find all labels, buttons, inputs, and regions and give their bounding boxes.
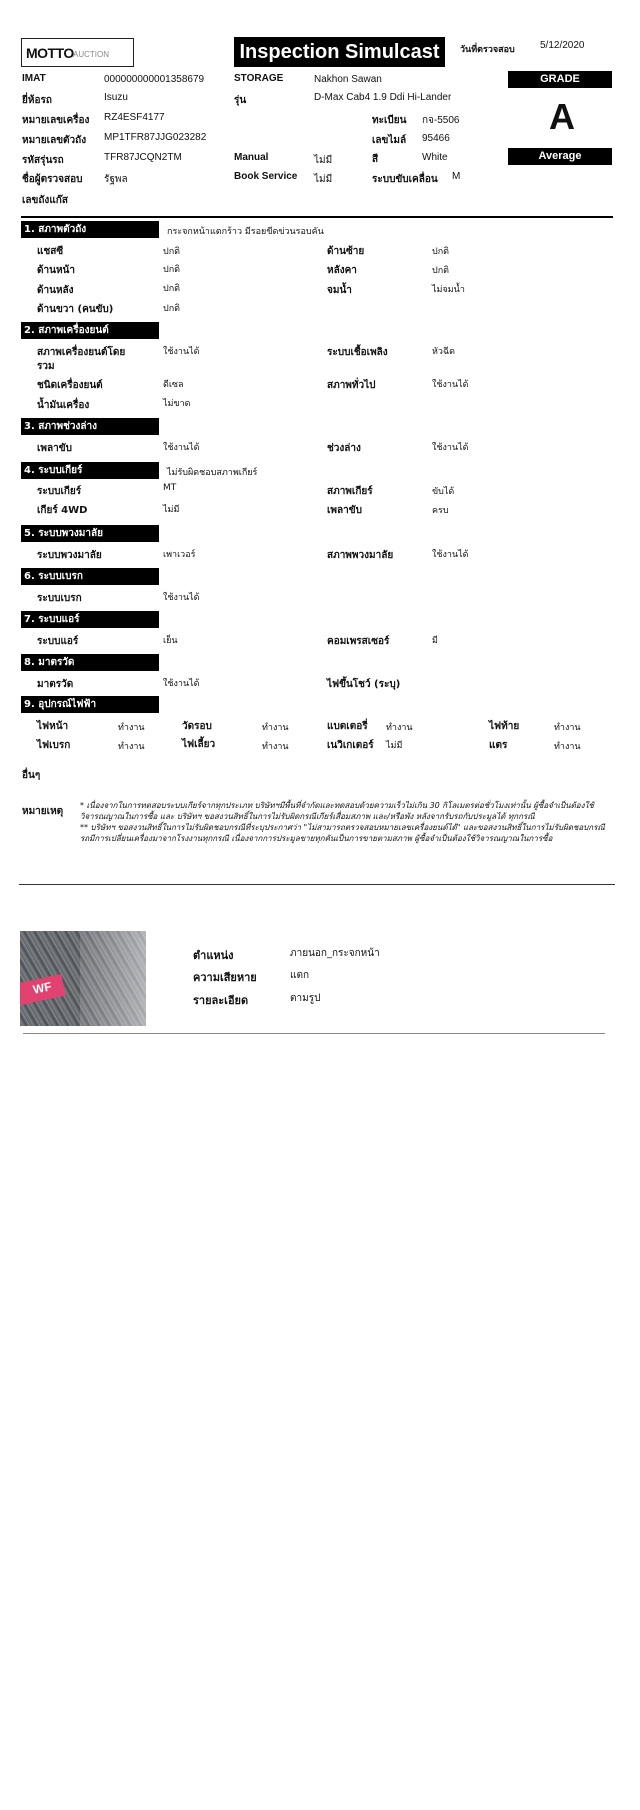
- body-note: กระจกหน้าแตกร้าว มีรอยขีดข่วนรอบคัน: [167, 227, 324, 237]
- body-item-value: ไม่จมน้ำ: [432, 285, 465, 295]
- gear-item-label: สภาพเกียร์: [327, 486, 373, 497]
- gear-note: ไม่รับผิดชอบสภาพเกียร์: [167, 468, 258, 478]
- steering-item-value: เพาเวอร์: [163, 550, 196, 560]
- gear-item-label: ระบบเกียร์: [37, 486, 82, 497]
- gear-item-label: เพลาขับ: [327, 505, 362, 516]
- body-item-label: แชสซี: [37, 246, 64, 257]
- imat-label: IMAT: [22, 73, 46, 84]
- engine-item-label-cont: รวม: [37, 361, 55, 372]
- section-air-title: 7. ระบบแอร์: [21, 611, 159, 628]
- body-item-label: ด้านหน้า: [37, 265, 75, 276]
- electric-item-label: วัดรอบ: [182, 721, 212, 732]
- under-item-value: ใช้งานได้: [163, 443, 200, 453]
- engine-number-value: RZ4ESF4177: [104, 112, 165, 123]
- steering-item-value: ใช้งานได้: [432, 550, 469, 560]
- storage-label: STORAGE: [234, 73, 284, 84]
- electric-item-label: ไฟท้าย: [489, 721, 520, 732]
- electric-item-value: ทำงาน: [118, 742, 145, 752]
- chassis-number-label: หมายเลขตัวถัง: [22, 135, 87, 146]
- inspection-date-label: วันที่ตรวจสอบ: [460, 45, 515, 55]
- gear-item-value: ขับได้: [432, 487, 455, 497]
- section-gauge-title: 8. มาตรวัด: [21, 654, 159, 671]
- section-brake-title: 6. ระบบเบรก: [21, 568, 159, 585]
- air-item-label: ระบบแอร์: [37, 636, 79, 647]
- section-electric-title: 9. อุปกรณ์ไฟฟ้า: [21, 696, 159, 713]
- engine-item-label: สภาพเครื่องยนต์โดย: [37, 347, 126, 358]
- drive-system-label: ระบบขับเคลื่อน: [372, 174, 438, 185]
- model-code-label: รหัสรุ่นรถ: [22, 155, 64, 166]
- damage-position-label: ตำแหน่ง: [193, 949, 234, 962]
- chassis-number-value: MP1TFR87JJG023282: [104, 132, 207, 143]
- grade-value: A: [549, 96, 575, 137]
- page-title: Inspection Simulcast: [234, 37, 445, 67]
- engine-item-label: ชนิดเครื่องยนต์: [37, 380, 103, 391]
- gauge-item-value: ใช้งานได้: [163, 679, 200, 689]
- grade-label: GRADE: [508, 71, 612, 88]
- page-divider: [19, 884, 615, 885]
- gas-tank-label: เลขถังแก๊ส: [22, 195, 68, 206]
- damage-type-value: แตก: [290, 970, 309, 981]
- electric-item-value: ทำงาน: [262, 742, 289, 752]
- electric-item-value: ทำงาน: [262, 723, 289, 733]
- storage-value: Nakhon Sawan: [314, 74, 382, 85]
- electric-item-label: แตร: [489, 740, 508, 751]
- damage-position-value: ภายนอก_กระจกหน้า: [290, 948, 380, 959]
- engine-item-value: ดีเซล: [163, 380, 184, 390]
- electric-item-label: ไฟเบรก: [37, 740, 71, 751]
- engine-item-label: น้ำมันเครื่อง: [37, 400, 90, 411]
- drive-system-value: M: [452, 171, 461, 182]
- header-divider: [21, 216, 613, 218]
- other-label: อื่นๆ: [22, 770, 41, 781]
- color-label: สี: [372, 154, 379, 165]
- electric-item-value: ไม่มี: [386, 741, 403, 751]
- electric-item-label: ไฟเลี้ยว: [182, 739, 216, 750]
- body-item-value: ปกติ: [432, 247, 450, 257]
- brand-label: ยี่ห้อรถ: [22, 95, 52, 106]
- damage-detail-label: รายละเอียด: [193, 994, 249, 1007]
- electric-item-value: ทำงาน: [386, 723, 413, 733]
- motto-auction-logo: [21, 38, 134, 67]
- plate-value: กจ-5506: [422, 115, 460, 126]
- plate-label: ทะเบียน: [372, 115, 407, 126]
- gear-item-value: ไม่มี: [163, 505, 180, 515]
- grade-description: Average: [508, 148, 612, 165]
- model-label: รุ่น: [234, 95, 247, 106]
- electric-item-value: ทำงาน: [118, 723, 145, 733]
- body-item-value: ปกติ: [163, 304, 181, 314]
- inspector-value: รัฐพล: [104, 174, 128, 185]
- engine-number-label: หมายเลขเครื่อง: [22, 115, 90, 126]
- body-item-value: ปกติ: [163, 265, 181, 275]
- electric-item-label: เนวิเกเตอร์: [327, 740, 374, 751]
- remark-line-1: * เนื่องจากในการทดสอบระบบเกียร์จากทุกประเภท บริษัทฯมีพื้นที่จำกัดและทดสอบด้วยความเร็วไม่เกิน 30 กิโลเมตรต่อชั่วโมงเท่านั้น ผู้ซื้อจำเป็นต้องใช้วิจารณญาณในการซื้อ และ บริษัทฯ ขอสงวนสิทธิ์ในการไม่รับผิดกรณีเกียร์เสื่อมสภาพ และ/หรือพัง หลังจากรับรถกับประมูลได้ ทุกกรณี: [80, 801, 594, 821]
- engine-item-label: สภาพทั่วไป: [327, 380, 376, 391]
- body-item-label: หลังคา: [327, 265, 357, 276]
- gear-item-value: MT: [163, 483, 177, 493]
- under-item-label: ช่วงล่าง: [327, 443, 361, 454]
- brake-item-value: ใช้งานได้: [163, 593, 200, 603]
- electric-item-label: แบตเตอรี่: [327, 721, 368, 732]
- photo-tag-text: WF: [31, 979, 53, 997]
- electric-item-label: ไฟหน้า: [37, 721, 69, 732]
- air-item-value: มี: [432, 636, 438, 646]
- model-value: D-Max Cab4 1.9 Ddi Hi-Lander: [314, 92, 452, 103]
- section-undercarriage-title: 3. สภาพช่วงล่าง: [21, 418, 159, 435]
- body-item-value: ปกติ: [432, 266, 450, 276]
- body-item-label: ด้านขวา (คนขับ): [37, 304, 114, 315]
- book-service-label: Book Service: [234, 171, 298, 182]
- damage-photo: [20, 931, 146, 1026]
- electric-item-value: ทำงาน: [554, 742, 581, 752]
- brake-item-label: ระบบเบรก: [37, 593, 82, 604]
- damage-detail-value: ตามรูป: [290, 993, 321, 1004]
- brand-value: Isuzu: [104, 92, 128, 103]
- air-item-label: คอมเพรสเซอร์: [327, 636, 390, 647]
- gear-item-value: ครบ: [432, 506, 449, 516]
- engine-item-value: ไม่ขาด: [163, 399, 191, 409]
- section-gear-title: 4. ระบบเกียร์: [21, 462, 159, 479]
- imat-value: 000000000001358679: [104, 74, 205, 85]
- inspector-label: ชื่อผู้ตรวจสอบ: [22, 174, 83, 185]
- model-code-value: TFR87JCQN2TM: [104, 152, 182, 163]
- engine-item-value: หัวฉีด: [432, 347, 455, 357]
- body-item-label: ด้านซ้าย: [327, 246, 365, 257]
- engine-item-value: ใช้งานได้: [163, 347, 200, 357]
- body-item-value: ปกติ: [163, 284, 181, 294]
- section-steering-title: 5. ระบบพวงมาลัย: [21, 525, 159, 542]
- logo-sub: AUCTION: [73, 50, 109, 59]
- book-service-value: ไม่มี: [314, 174, 333, 185]
- gear-item-label: เกียร์ 4WD: [37, 505, 88, 516]
- photo-highlight: [80, 931, 146, 1026]
- body-item-value: ปกติ: [163, 247, 181, 257]
- logo-main: MOTTO: [26, 45, 74, 61]
- steering-item-label: สภาพพวงมาลัย: [327, 550, 394, 561]
- steering-item-label: ระบบพวงมาลัย: [37, 550, 102, 561]
- remark-label: หมายเหตุ: [22, 806, 64, 817]
- engine-item-value: ใช้งานได้: [432, 380, 469, 390]
- body-item-label: จมน้ำ: [327, 285, 352, 296]
- under-item-label: เพลาขับ: [37, 443, 72, 454]
- engine-item-label: ระบบเชื้อเพลิง: [327, 347, 388, 358]
- section-engine-title: 2. สภาพเครื่องยนต์: [21, 322, 159, 339]
- body-item-label: ด้านหลัง: [37, 285, 74, 296]
- electric-item-value: ทำงาน: [554, 723, 581, 733]
- manual-value: ไม่มี: [314, 155, 333, 166]
- manual-label: Manual: [234, 152, 269, 163]
- gauge-item-label: มาตรวัด: [37, 679, 74, 690]
- section-body-title: 1. สภาพตัวถัง: [21, 221, 159, 238]
- mileage-value: 95466: [422, 133, 450, 144]
- color-value: White: [422, 152, 448, 163]
- mileage-label: เลขไมล์: [372, 135, 407, 146]
- photo-divider: [23, 1033, 605, 1034]
- air-item-value: เย็น: [163, 636, 178, 646]
- damage-type-label: ความเสียหาย: [193, 971, 257, 984]
- under-item-value: ใช้งานได้: [432, 443, 469, 453]
- remark-line-2: ** บริษัทฯ ขอสงวนสิทธิ์ในการไม่รับผิดชอบกรณีที่ระบุประกาศว่า "ไม่สามารถตรวจสอบหมายเลขเครื่องยนต์ได้" และขอสงวนสิทธิ์ในการไม่รับผิดชอบกรณีรถมีการเปลี่ยนเครื่องมาจากโรงงานทุกกรณี เนื่องจากการประมูลขายทุกคันเป็นการขายตามสภาพ ผู้ซื้อจำเป็นต้องใช้วิจารณญาณในการซื้อ: [80, 823, 605, 843]
- gauge-item-label: ไฟขึ้นโชว์ (ระบุ): [327, 679, 401, 690]
- inspection-date-value: 5/12/2020: [540, 40, 585, 51]
